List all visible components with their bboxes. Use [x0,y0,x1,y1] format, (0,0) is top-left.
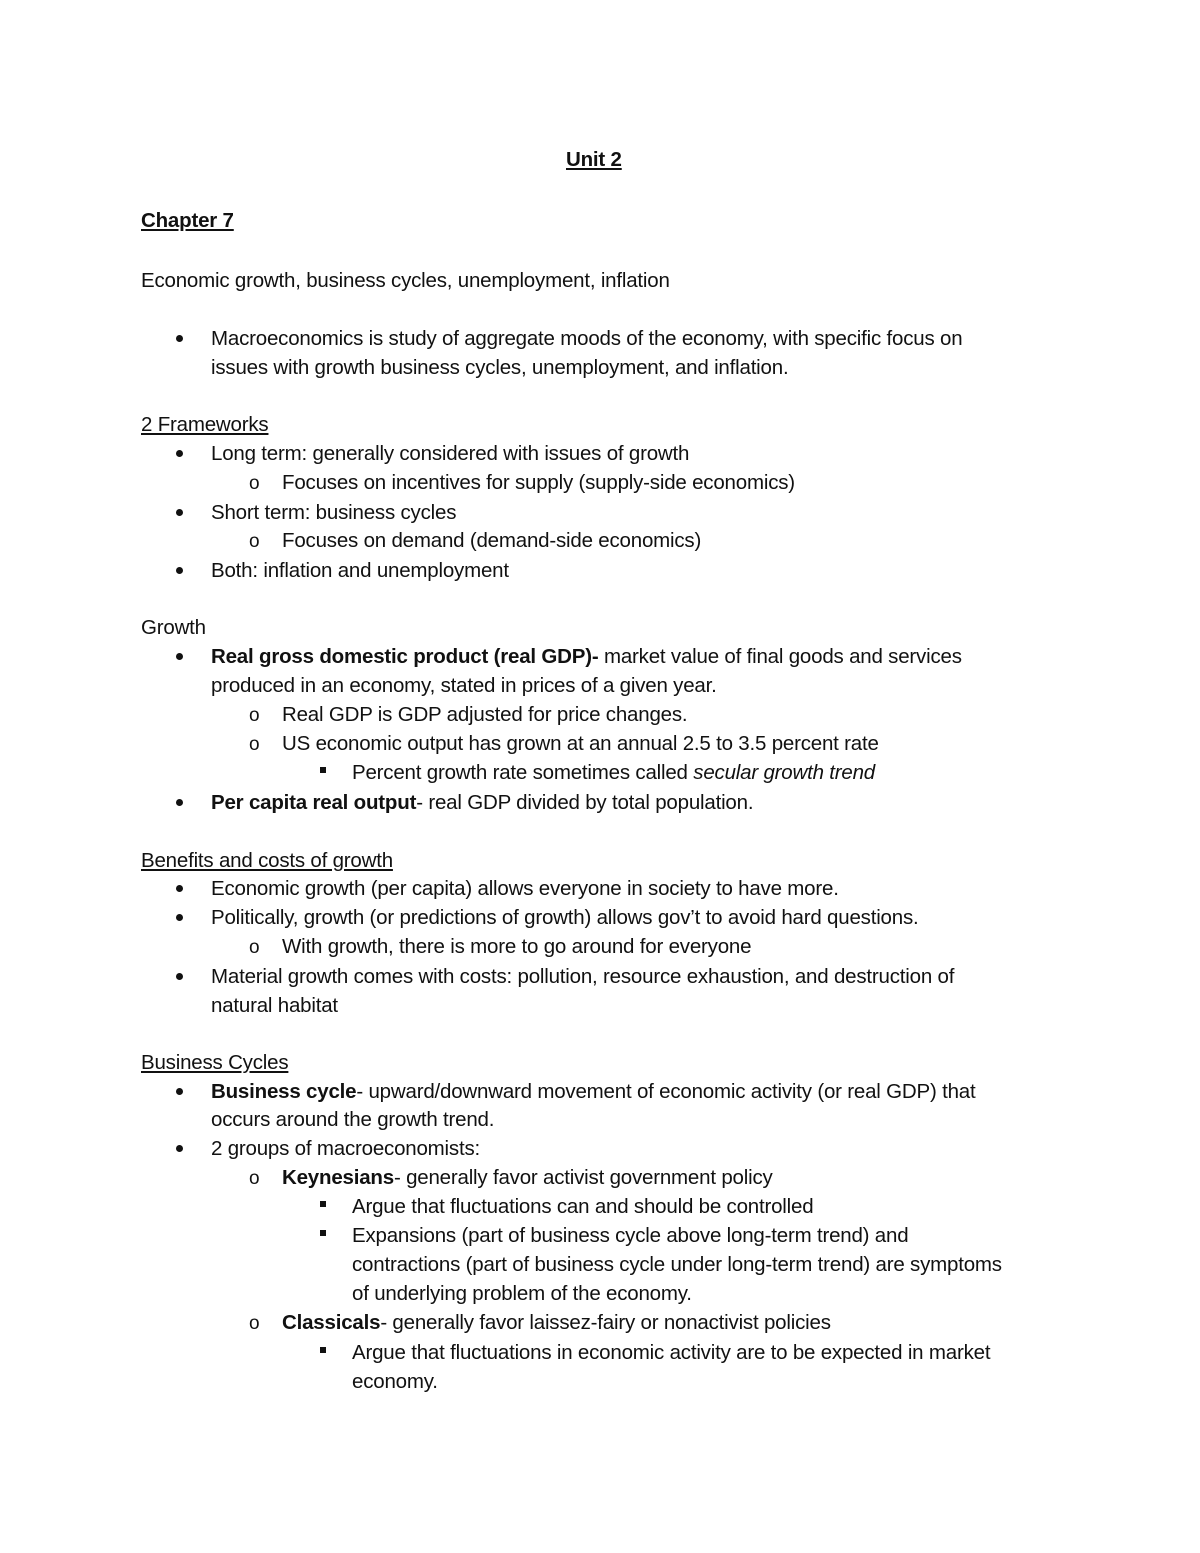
topics-line: Economic growth, business cycles, unemployment, inflation [141,269,670,292]
classicals-sub-item-line-2: economy. [352,1370,438,1393]
per-capita-definition: - real GDP divided by total population. [416,791,754,814]
benefits-item-1: Economic growth (per capita) allows everyone in society to have more. [211,877,839,900]
long-term-item: Long term: generally considered with issues of growth [211,442,690,465]
keynesians-sub-item-2-line-3: of underlying problem of the economy. [352,1282,692,1305]
classicals-term: Classicals [282,1311,381,1334]
short-term-item: Short term: business cycles [211,501,457,524]
circle-marker: o [249,705,260,726]
benefits-item-3-line-2: natural habitat [211,994,338,1017]
business-cycle-definition: - upward/downward movement of economic activity (or real GDP) that [356,1080,976,1103]
business-cycles-heading: Business Cycles [141,1051,289,1074]
benefits-item-3-line-1: Material growth comes with costs: pollution, resource exhaustion, and destruction of [211,965,955,988]
business-cycle-term: Business cycle [211,1080,357,1103]
circle-marker: o [249,734,260,755]
circle-marker: o [249,1168,260,1189]
gdp-term: Real gross domestic product (real GDP)- [211,645,599,668]
classicals-item [282,1310,831,1336]
circle-marker: o [249,473,260,494]
frameworks-heading: 2 Frameworks [141,413,269,436]
intro-line-2: issues with growth business cycles, unemployment, and inflation. [211,356,789,379]
square-bullet [320,1230,326,1236]
circle-marker: o [249,937,260,958]
bullet-dot [176,509,183,516]
keynesians-sub-item-2-line-1: Expansions (part of business cycle above long-term trend) and [352,1224,909,1247]
per-capita-term: Per capita real output [211,791,417,814]
secular-trend-text: Percent growth rate sometimes called [352,761,694,784]
per-capita-item [211,790,753,816]
gdp-sub-item-1: Real GDP is GDP adjusted for price changes. [282,703,688,726]
square-bullet [320,767,326,773]
secular-trend-term: secular growth trend [693,761,875,784]
business-cycle-line-1 [211,1079,976,1105]
both-item: Both: inflation and unemployment [211,559,509,582]
benefits-sub-item: With growth, there is more to go around for everyone [282,935,752,958]
square-bullet [320,1347,326,1353]
bullet-dot [176,653,183,660]
benefits-item-2: Politically, growth (or predictions of growth) allows gov’t to avoid hard questions. [211,906,919,929]
groups-item: 2 groups of macroeconomists: [211,1137,480,1160]
keynesians-term: Keynesians [282,1166,394,1189]
document-title: Unit 2 [566,148,622,171]
gdp-definition-line-2: produced in an economy, stated in prices of a given year. [211,674,717,697]
bullet-dot [176,450,183,457]
long-term-sub-item: Focuses on incentives for supply (supply-side economics) [282,471,795,494]
classicals-sub-item-line-1: Argue that fluctuations in economic activity are to be expected in market [352,1341,991,1364]
short-term-sub-item: Focuses on demand (demand-side economics) [282,529,702,552]
intro-line-1: Macroeconomics is study of aggregate moods of the economy, with specific focus on [211,327,963,350]
circle-marker: o [249,1313,260,1334]
benefits-heading: Benefits and costs of growth [141,849,393,872]
gdp-definition-text: market value of final goods and services [598,645,962,668]
growth-heading: Growth [141,616,206,639]
bullet-dot [176,799,183,806]
bullet-dot [176,1145,183,1152]
gdp-sub-item-2: US economic output has grown at an annual 2.5 to 3.5 percent rate [282,732,879,755]
keynesians-sub-item-1: Argue that fluctuations can and should be controlled [352,1195,814,1218]
gdp-definition-line-1 [211,644,962,670]
bullet-dot [176,885,183,892]
square-bullet [320,1201,326,1207]
gdp-sub-sub-item [352,760,875,786]
bullet-dot [176,335,183,342]
chapter-heading: Chapter 7 [141,209,234,232]
keynesians-item [282,1165,773,1191]
bullet-dot [176,567,183,574]
bullet-dot [176,973,183,980]
business-cycle-line-2: occurs around the growth trend. [211,1108,495,1131]
keynesians-definition: - generally favor activist government policy [393,1166,773,1189]
classicals-definition: - generally favor laissez-fairy or nonactivist policies [380,1311,831,1334]
circle-marker: o [249,531,260,552]
bullet-dot [176,914,183,921]
bullet-dot [176,1088,183,1095]
keynesians-sub-item-2-line-2: contractions (part of business cycle under long-term trend) are symptoms [352,1253,1002,1276]
